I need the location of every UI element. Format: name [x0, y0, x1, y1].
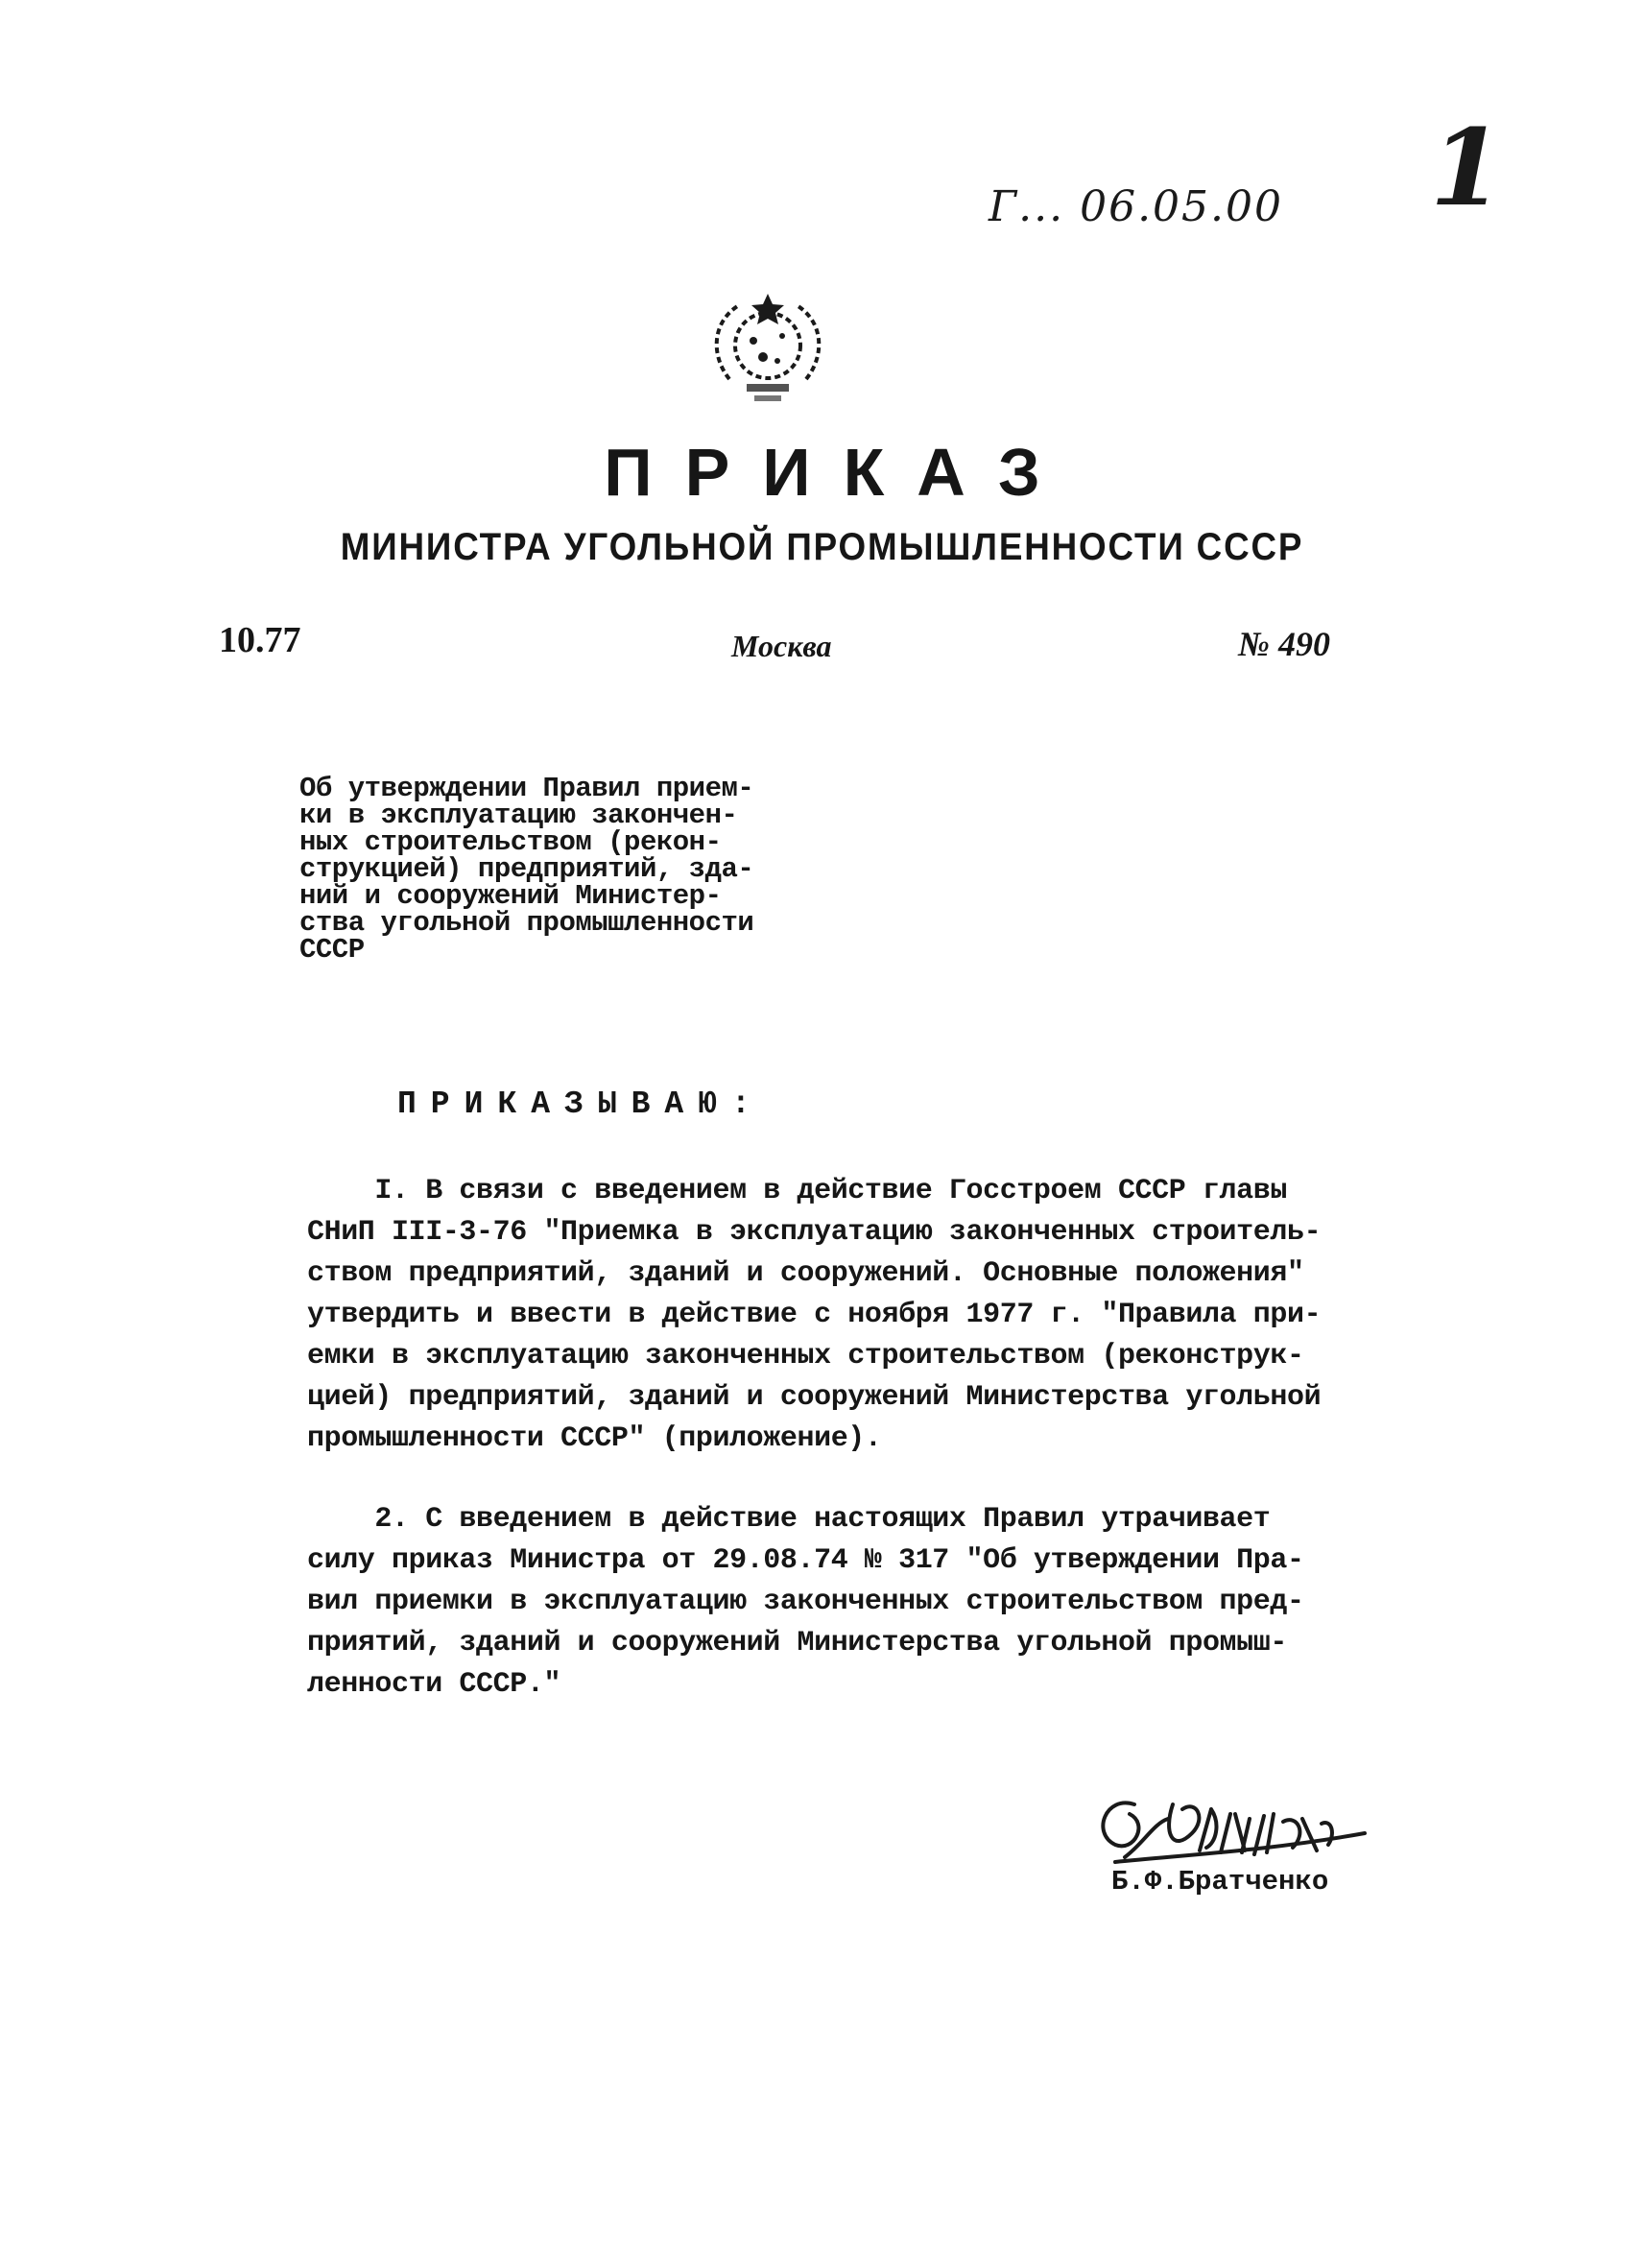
order-item-2: 2. С введением в действие настоящих Правил утрачивает силу приказ Министра от 29.08.74 № 317 "Об утверждении Пра- вил приемки в эксплуатацию законченных строительством пред- приятий, зданий и сооружений Министерства угольной промыш- ленности СССР." [307, 1503, 1304, 1701]
signature-icon [1077, 1766, 1422, 1881]
state-emblem-icon [701, 288, 835, 413]
order-subject: Об утверждении Правил прием- ки в эксплуатацию закончен- ных строительством (рекон- струкцией) предприятий, зда- ний и сооружений Министер- ства угольной промышленности СССР [299, 773, 754, 966]
signer-name: Б.Ф.Братченко [1111, 1866, 1329, 1898]
order-date: 10.77 [219, 620, 301, 660]
page-subtitle: МИНИСТРА УГОЛЬНОЙ ПРОМЫШЛЕННОСТИ СССР [340, 526, 1304, 568]
order-item-1: I. В связи с введением в действие Госстроем СССР главы СНиП III-3-76 "Приемка в эксплуатацию законченных строитель- ством предприятий, зданий и сооружений. Основные положения" утвердить и ввести в действие с ноября 1977 г. "Правила при- емки в эксплуатацию законченных строительством (реконструк- цией) предприятий, зданий и сооружений Министерства угольной промышленности СССР" (приложение). [307, 1175, 1322, 1455]
handwritten-date: Г... 06.05.00 [989, 182, 1284, 231]
page-number: 1 [1430, 106, 1504, 229]
order-number: № 490 [1238, 625, 1330, 663]
order-verb-heading: ПРИКАЗЫВАЮ: [397, 1086, 765, 1122]
page-title: ПРИКАЗ [604, 435, 1073, 510]
order-city: Москва [731, 629, 832, 663]
